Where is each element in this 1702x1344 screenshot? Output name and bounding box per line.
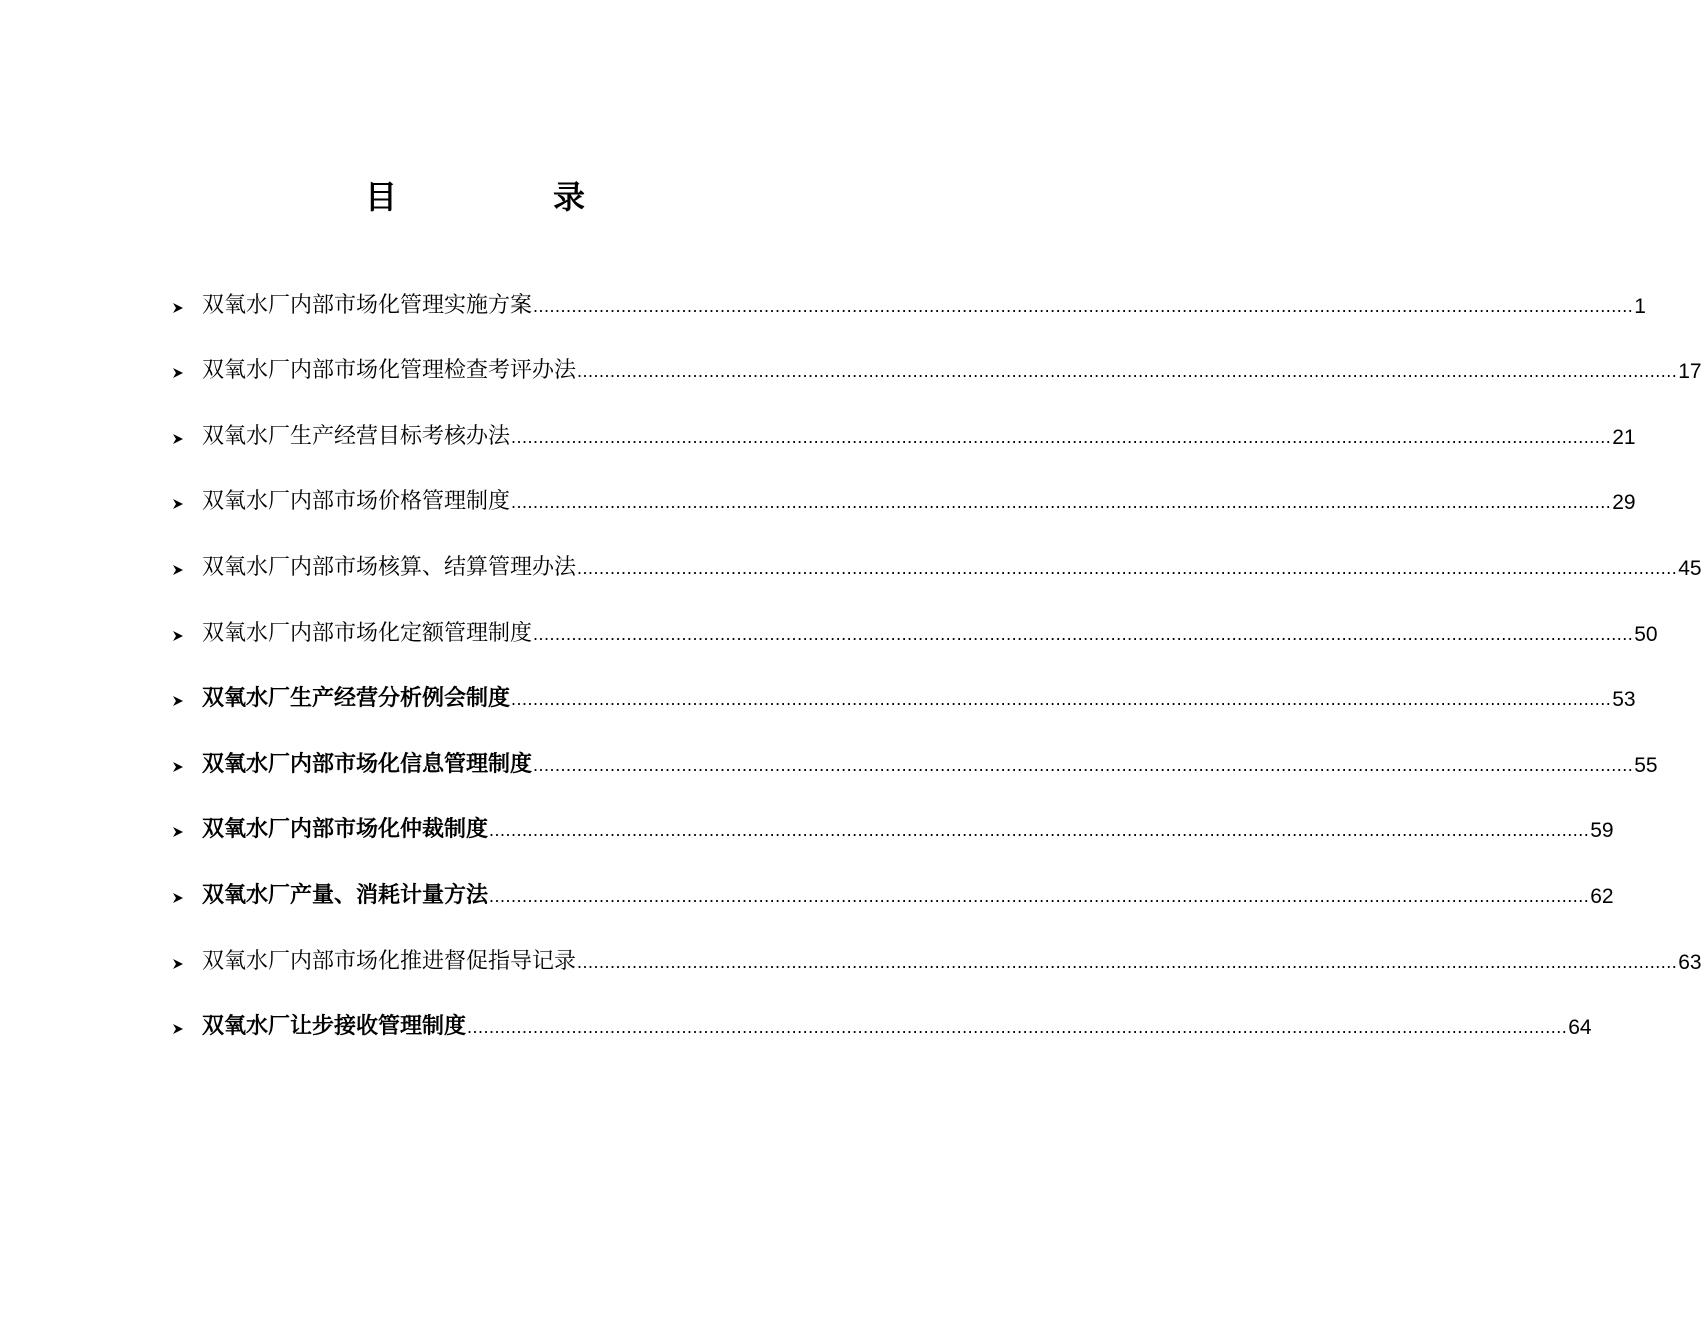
toc-entry[interactable] xyxy=(172,998,1592,1064)
toc-entry-title: 双氧水厂内部市场化管理检查考评办法 xyxy=(202,358,577,384)
toc-entry-page: 1 xyxy=(1634,294,1646,318)
dot-leader: ........................................................................................................................................................................................................ xyxy=(467,1017,1568,1038)
toc-entry-page: 55 xyxy=(1634,753,1658,777)
toc-entry[interactable] xyxy=(172,932,1702,998)
dot-leader: ........................................................................................................................................................................................................ xyxy=(533,623,1634,644)
toc-entry-title: 双氧水厂内部市场化管理实施方案 xyxy=(202,292,533,318)
toc-entry-title: 双氧水厂产量、消耗计量方法 xyxy=(202,882,489,908)
dot-leader: ........................................................................................................................................................................................................ xyxy=(489,820,1590,841)
arrow-bullet-icon xyxy=(172,362,202,384)
toc-entry-page: 45 xyxy=(1678,556,1702,580)
toc-entry-title: 双氧水厂内部市场化定额管理制度 xyxy=(202,620,533,646)
toc-entry-page: 63 xyxy=(1678,950,1702,974)
toc-entry-title: 双氧水厂内部市场核算、结算管理办法 xyxy=(202,554,577,580)
toc-entry-title: 双氧水厂内部市场价格管理制度 xyxy=(202,489,511,515)
toc-entry[interactable] xyxy=(172,276,1646,342)
toc-title: 目 录 xyxy=(364,178,647,216)
arrow-bullet-icon xyxy=(172,428,202,450)
arrow-bullet-icon xyxy=(172,1018,202,1040)
toc-entry[interactable] xyxy=(172,538,1702,604)
toc-entry-title: 双氧水厂内部市场化信息管理制度 xyxy=(202,751,533,777)
toc-entry-page: 17 xyxy=(1678,360,1702,384)
arrow-bullet-icon xyxy=(172,493,202,515)
toc-list xyxy=(172,276,1702,1063)
dot-leader: ........................................................................................................................................................................................................ xyxy=(533,295,1634,316)
arrow-bullet-icon xyxy=(172,297,202,319)
toc-entry-page: 64 xyxy=(1568,1016,1592,1040)
toc-entry[interactable] xyxy=(172,670,1636,736)
toc-entry[interactable] xyxy=(172,735,1658,801)
dot-leader: ........................................................................................................................................................................................................ xyxy=(511,426,1612,447)
dot-leader: ........................................................................................................................................................................................................ xyxy=(577,951,1678,972)
toc-entry-page: 50 xyxy=(1634,622,1658,646)
toc-entry-page: 21 xyxy=(1612,425,1636,449)
arrow-bullet-icon xyxy=(172,756,202,778)
toc-entry-title: 双氧水厂让步接收管理制度 xyxy=(202,1014,467,1040)
toc-entry[interactable] xyxy=(172,604,1658,670)
toc-entry-title: 双氧水厂内部市场化推进督促指导记录 xyxy=(202,948,577,974)
dot-leader: ........................................................................................................................................................................................................ xyxy=(489,885,1590,906)
arrow-bullet-icon xyxy=(172,625,202,647)
toc-entry[interactable] xyxy=(172,342,1702,408)
arrow-bullet-icon xyxy=(172,690,202,712)
dot-leader: ........................................................................................................................................................................................................ xyxy=(577,361,1678,382)
toc-entry-page: 59 xyxy=(1590,819,1614,843)
arrow-bullet-icon xyxy=(172,887,202,909)
toc-entry-page: 29 xyxy=(1612,491,1636,515)
toc-entry[interactable] xyxy=(172,407,1636,473)
toc-entry[interactable] xyxy=(172,866,1614,932)
toc-entry[interactable] xyxy=(172,473,1636,539)
toc-entry-page: 62 xyxy=(1590,884,1614,908)
arrow-bullet-icon xyxy=(172,953,202,975)
dot-leader: ........................................................................................................................................................................................................ xyxy=(511,492,1612,513)
toc-entry-title: 双氧水厂内部市场化仲裁制度 xyxy=(202,817,489,843)
toc-entry-title: 双氧水厂生产经营分析例会制度 xyxy=(202,686,511,712)
toc-entry-page: 53 xyxy=(1612,688,1636,712)
arrow-bullet-icon xyxy=(172,821,202,843)
toc-entry-title: 双氧水厂生产经营目标考核办法 xyxy=(202,423,511,449)
dot-leader: ........................................................................................................................................................................................................ xyxy=(577,557,1678,578)
toc-entry[interactable] xyxy=(172,801,1614,867)
dot-leader: ........................................................................................................................................................................................................ xyxy=(533,754,1634,775)
arrow-bullet-icon xyxy=(172,559,202,581)
dot-leader: ........................................................................................................................................................................................................ xyxy=(511,689,1612,710)
